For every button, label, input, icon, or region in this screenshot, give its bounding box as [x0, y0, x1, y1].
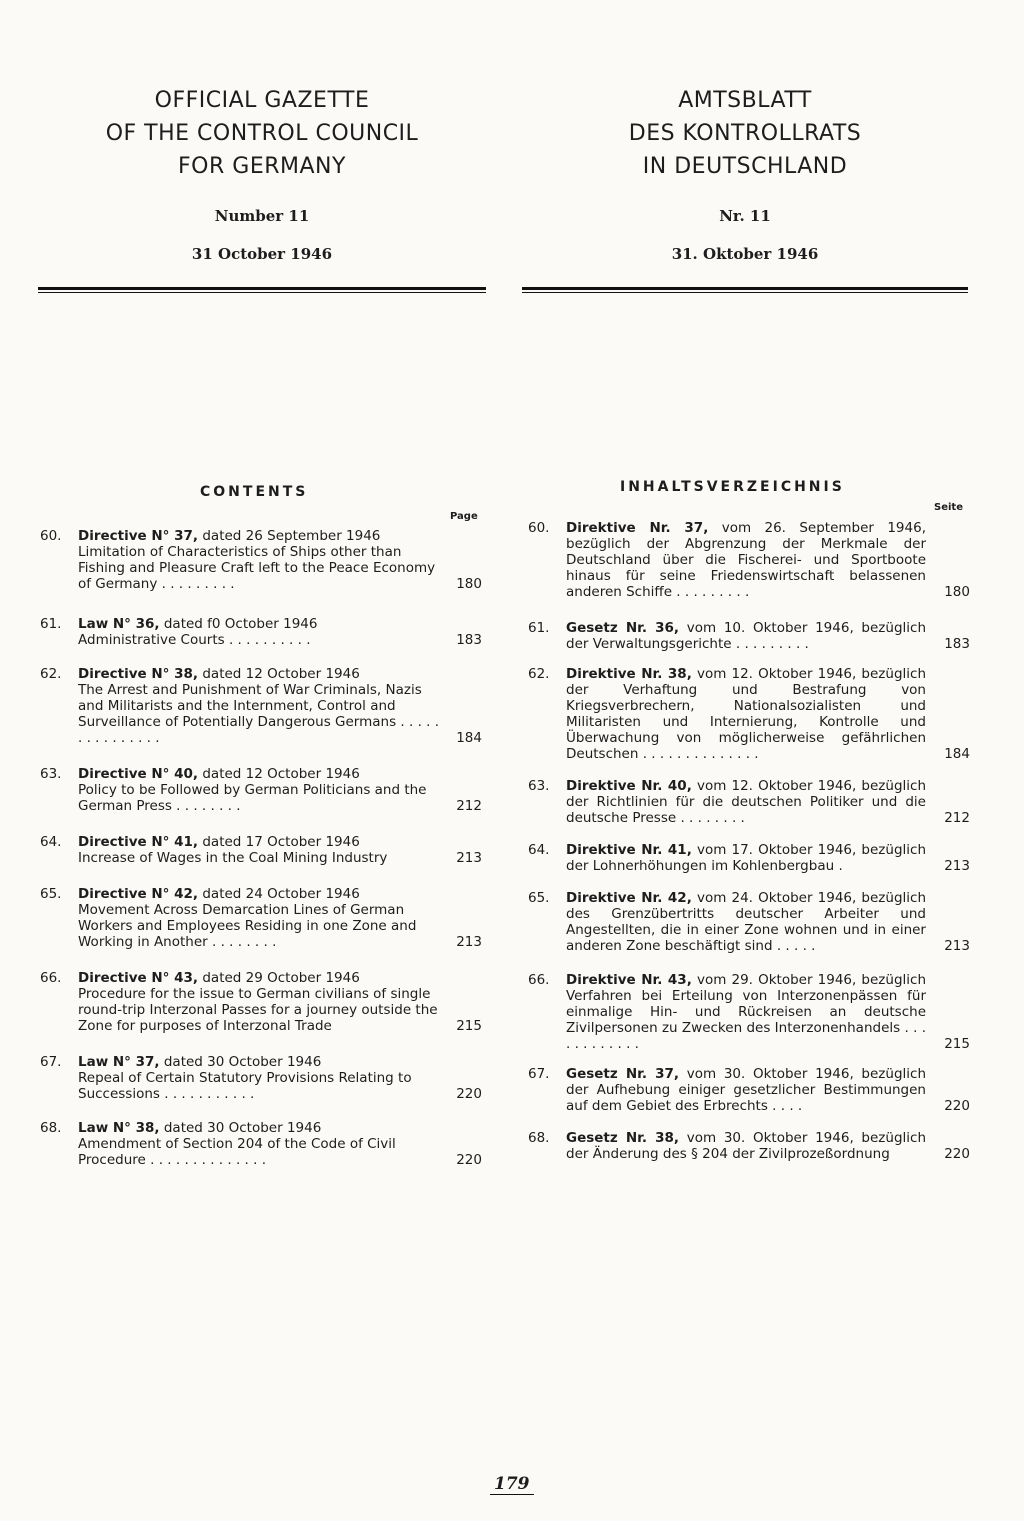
entry-page: 215	[456, 1018, 482, 1034]
page-number: 179	[490, 1474, 534, 1495]
entry-page: 220	[456, 1086, 482, 1102]
entry-title: Gesetz Nr. 36,	[566, 620, 680, 636]
entry-description: vom 30. Oktober 1946, bezüglich der Änderung des § 204 der Zivilprozeßordnung	[566, 1130, 927, 1162]
masthead-line: OFFICIAL GAZETTE	[154, 88, 370, 113]
entry-title: Direktive Nr. 43,	[566, 972, 692, 988]
entry-number: 68.	[40, 1120, 62, 1136]
entry-number: 63.	[40, 766, 62, 782]
entry-number: 66.	[528, 972, 550, 988]
entry-number: 63.	[528, 778, 550, 794]
contents-entry[interactable]	[40, 1120, 486, 1168]
entry-description: vom 10. Oktober 1946, bezüglich der Verwaltungsgerichte . . . . . . . . .	[566, 620, 927, 652]
contents-entry[interactable]	[528, 1066, 970, 1114]
entry-description: vom 12. Oktober 1946, bezüglich der Verhaftung und Bestrafung von Kriegsverbrechern, Nationalsozialisten und Militaristen und Internierung, Kontrolle und Überwachung von möglicherweise gefährlichen Deutschen . . . . . . . . . . . . . .	[566, 666, 926, 762]
entry-date: dated 30 October 1946	[159, 1120, 322, 1136]
contents-entry[interactable]	[40, 666, 486, 746]
entry-page: 180	[944, 584, 970, 600]
contents-entry[interactable]	[40, 834, 486, 866]
entry-date: dated 12 October 1946	[198, 766, 360, 782]
entry-number: 66.	[40, 970, 62, 986]
entry-title: Directive N° 41,	[78, 834, 199, 850]
entry-date: dated f0 October 1946	[159, 616, 318, 632]
entry-date: dated 12 October 1946	[198, 666, 360, 682]
entry-description: The Arrest and Punishment of War Criminals, Nazis and Militarists and the Internment, Control and Surveillance of Potentially Dangerous Germans . . . . . . . . . . . . . . .	[78, 682, 440, 746]
entry-number: 65.	[528, 890, 550, 906]
entry-page: 212	[944, 810, 970, 826]
entry-page: 180	[456, 576, 482, 592]
entry-page: 212	[456, 798, 482, 814]
entry-page: 220	[944, 1146, 970, 1162]
english-masthead	[38, 84, 486, 183]
entry-title: Direktive Nr. 40,	[566, 778, 692, 794]
entry-number: 60.	[40, 528, 62, 544]
contents-entry[interactable]	[528, 666, 970, 762]
contents-entry[interactable]	[40, 616, 486, 648]
entry-description: Policy to be Followed by German Politicians and the German Press . . . . . . . .	[78, 782, 427, 814]
page-column-heading: Page	[450, 511, 478, 522]
entry-date: dated 30 October 1946	[159, 1054, 322, 1070]
entry-page: 220	[456, 1152, 482, 1168]
entry-description: Increase of Wages in the Coal Mining Industry	[78, 850, 388, 866]
entry-page: 183	[944, 636, 970, 652]
entry-title: Directive N° 43,	[78, 970, 199, 986]
contents-entry[interactable]	[528, 620, 970, 652]
entry-description: vom 29. Oktober 1946, bezüglich Verfahren bei Erteilung von Interzonenpässen für einmalige Hin- und Rückreisen an deutsche Zivilpersonen zu Zwecken des Interzonenhandels . . . . . . . . . . . .	[566, 972, 926, 1052]
contents-heading: INHALTSVERZEICHNIS	[620, 479, 845, 495]
entry-number: 65.	[40, 886, 62, 902]
entry-number: 67.	[528, 1066, 550, 1082]
entry-page: 213	[944, 858, 970, 874]
entry-description: vom 12. Oktober 1946, bezüglich der Richtlinien für die deutschen Politiker und die deutsche Presse . . . . . . . .	[566, 778, 926, 826]
entry-title: Direktive Nr. 38,	[566, 666, 692, 682]
entry-title: Directive N° 40,	[78, 766, 199, 782]
entry-title: Law N° 38,	[78, 1120, 160, 1136]
entry-number: 64.	[528, 842, 550, 858]
contents-entry[interactable]	[528, 890, 970, 954]
entry-number: 68.	[528, 1130, 550, 1146]
masthead-rule	[522, 287, 968, 293]
entry-page: 220	[944, 1098, 970, 1114]
masthead-rule	[38, 287, 486, 293]
entry-page: 183	[456, 632, 482, 648]
entry-number: 62.	[40, 666, 62, 682]
entry-number: 62.	[528, 666, 550, 682]
entry-title: Direktive Nr. 41,	[566, 842, 692, 858]
entry-title: Direktive Nr. 42,	[566, 890, 692, 906]
entry-title: Gesetz Nr. 37,	[566, 1066, 680, 1082]
entry-page: 215	[944, 1036, 970, 1052]
entry-number: 67.	[40, 1054, 62, 1070]
english-column	[38, 0, 486, 293]
entry-title: Directive N° 38,	[78, 666, 199, 682]
entry-page: 213	[456, 934, 482, 950]
entry-number: 61.	[528, 620, 550, 636]
german-masthead	[522, 84, 968, 183]
entry-page: 213	[944, 938, 970, 954]
entry-number: 60.	[528, 520, 550, 536]
entry-description: Procedure for the issue to German civilians of single round-trip Interzonal Passes for a journey outside the Zone for purposes of Interzonal Trade	[78, 986, 438, 1034]
contents-entry[interactable]	[40, 970, 486, 1034]
entry-date: dated 26 September 1946	[198, 528, 381, 544]
german-column	[522, 0, 968, 293]
contents-entry[interactable]	[528, 972, 970, 1052]
issue-number: Nr. 11	[719, 207, 771, 225]
masthead-line: DES KONTROLLRATS	[628, 121, 862, 146]
entry-description: vom 17. Oktober 1946, bezüglich der Lohnerhöhungen im Kohlenbergbau .	[566, 842, 926, 874]
entry-description: Repeal of Certain Statutory Provisions Relating to Successions . . . . . . . . . . .	[78, 1070, 412, 1102]
contents-entry[interactable]	[528, 778, 970, 826]
contents-entry[interactable]	[40, 766, 486, 814]
issue-number: Number 11	[214, 207, 310, 225]
masthead-line: IN DEUTSCHLAND	[642, 154, 848, 179]
entry-description: vom 30. Oktober 1946, bezüglich der Aufhebung einiger gesetzlicher Bestimmungen auf dem Gebiet des Erbrechts . . . .	[566, 1066, 927, 1114]
masthead-line: FOR GERMANY	[178, 154, 346, 179]
entry-title: Directive N° 42,	[78, 886, 199, 902]
entry-date: dated 24 October 1946	[198, 886, 360, 902]
contents-entry[interactable]	[528, 842, 970, 874]
masthead-line: OF THE CONTROL COUNCIL	[105, 121, 419, 146]
entry-title: Law N° 36,	[78, 616, 160, 632]
entry-number: 64.	[40, 834, 62, 850]
entry-description: vom 26. September 1946, bezüglich der Abgrenzung der Merkmale der Deutschland über die Fischerei- und Sportboote hinaus für seine Friedenswirtschaft belassenen anderen Schiffe . . . . . . . . .	[566, 520, 926, 600]
entry-description: Movement Across Demarcation Lines of German Workers and Employees Residing in one Zone and Working in Another . . . . . . . .	[78, 902, 417, 950]
entry-description: Limitation of Characteristics of Ships other than Fishing and Pleasure Craft left to the Peace Economy of Germany . . . . . . . . .	[78, 544, 436, 592]
contents-heading: CONTENTS	[200, 484, 309, 500]
entry-description: Administrative Courts . . . . . . . . . .	[78, 632, 311, 648]
entry-date: dated 17 October 1946	[198, 834, 360, 850]
entry-title: Directive N° 37,	[78, 528, 199, 544]
contents-entry[interactable]	[528, 1130, 970, 1162]
entry-description: vom 24. Oktober 1946, bezüglich des Grenzübertritts deutscher Arbeiter und Angestellten, die in einer Zone wohnen und in einer anderen Zone beschäftigt sind . . . . .	[566, 890, 926, 954]
contents-entry[interactable]	[40, 886, 486, 950]
page-column-heading: Seite	[934, 502, 963, 513]
issue-date: 31 October 1946	[191, 245, 333, 263]
contents-entry[interactable]	[40, 1054, 486, 1102]
contents-entry[interactable]	[40, 528, 486, 592]
masthead-line: AMTSBLATT	[678, 88, 812, 113]
entry-page: 213	[456, 850, 482, 866]
entry-page: 184	[456, 730, 482, 746]
entry-title: Law N° 37,	[78, 1054, 160, 1070]
issue-date: 31. Oktober 1946	[671, 245, 819, 263]
entry-date: dated 29 October 1946	[198, 970, 360, 986]
entry-description: Amendment of Section 204 of the Code of Civil Procedure . . . . . . . . . . . . . .	[78, 1136, 396, 1168]
entry-number: 61.	[40, 616, 62, 632]
entry-title: Gesetz Nr. 38,	[566, 1130, 680, 1146]
entry-page: 184	[944, 746, 970, 762]
contents-entry[interactable]	[528, 520, 970, 600]
entry-title: Direktive Nr. 37,	[566, 520, 709, 536]
